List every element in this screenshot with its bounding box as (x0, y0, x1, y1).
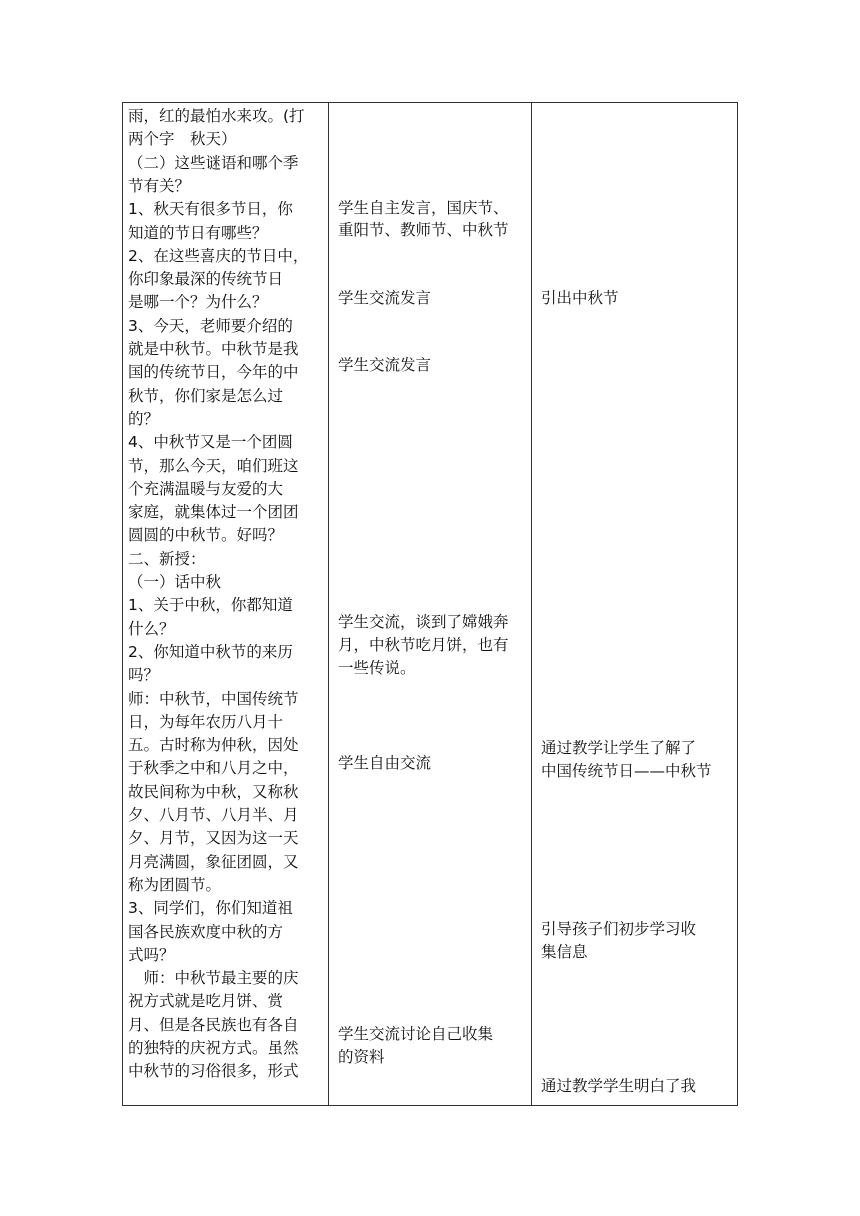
student-text-line: 学生自由交流 (338, 754, 432, 772)
intent-text-line: 中国传统节日——中秋节 (541, 762, 712, 780)
teacher-text-line: 4、中秋节又是一个团圆 (128, 433, 293, 452)
teacher-text-line: 雨，红的最怕水来攻。(打 (128, 107, 305, 125)
teacher-text-line: 吗？ (128, 666, 160, 685)
teacher-text-line: 于秋季之中和八月之中， (128, 759, 299, 778)
student-text-line: 的资料 (338, 1048, 385, 1066)
teacher-text-line: 2、在这些喜庆的节日中， (128, 246, 309, 265)
teacher-text-line: 秋节，你们家是怎么过 (128, 386, 284, 405)
teacher-text-line: 月、但是各民族也有各自 (128, 1015, 299, 1034)
student-text-line: 学生交流讨论自己收集 (338, 1025, 494, 1043)
teacher-text-line: 的独特的庆祝方式。虽然 (128, 1039, 299, 1057)
teacher-text-line: 节，那么今天，咱们班这 (128, 456, 299, 475)
teacher-text-line: 国各民族欢度中秋的方 (128, 922, 284, 941)
teacher-text-line: （一）话中秋 (128, 573, 222, 591)
teacher-text-line: 故民间称为中秋，又称秋 (128, 782, 299, 801)
intent-text-line: 引导孩子们初步学习收 (541, 920, 697, 938)
teacher-text-line: 3、今天，老师要介绍的 (128, 316, 293, 335)
teacher-text-line: 节有关？ (128, 176, 191, 195)
student-text-line: 重阳节、教师节、中秋节 (338, 221, 509, 239)
teacher-text-line: 两个字 秋天） (128, 130, 237, 149)
teacher-text-line: 师：中秋节，中国传统节 (128, 689, 299, 708)
student-text-line: 月，中秋节吃月饼，也有 (338, 636, 509, 654)
teacher-text-line: 什么？ (128, 619, 175, 638)
column-divider-2 (531, 103, 532, 1105)
teacher-text-line: 圆圆的中秋节。好吗？ (128, 526, 284, 545)
teacher-text-line: 家庭，就集体过一个团团 (128, 503, 299, 522)
teacher-text-line: 国的传统节日，今年的中 (128, 363, 299, 382)
student-text-line: 学生交流发言 (338, 356, 432, 374)
teacher-text-line: 知道的节日有哪些？ (128, 223, 268, 242)
teacher-text-line: 的？ (128, 409, 160, 428)
intent-text-line: 通过教学学生明白了我 (541, 1077, 697, 1095)
intent-text-line: 通过教学让学生了解了 (541, 739, 697, 757)
teacher-text-line: 夕、八月节、八月半、月 (128, 806, 299, 824)
teacher-text-line: 五。古时称为仲秋，因处 (128, 736, 299, 755)
teacher-text-line: 个充满温暖与友爱的大 (128, 479, 284, 498)
teacher-text-line: 祝方式就是吃月饼、赏 (128, 992, 284, 1011)
teacher-text-line: 1、秋天有很多节日，你 (128, 200, 293, 219)
student-text-line: 一些传说。 (338, 659, 416, 677)
lesson-plan-table (122, 102, 738, 1106)
column-divider-1 (328, 103, 329, 1105)
student-text-line: 学生交流，谈到了嫦娥奔 (338, 613, 509, 631)
intent-text-line: 引出中秋节 (541, 289, 619, 307)
teacher-text-line: 月亮满圆，象征团圆，又 (128, 852, 299, 871)
teacher-text-line: 称为团圆节。 (128, 875, 222, 894)
teacher-text-line: （二）这些谜语和哪个季 (128, 153, 299, 172)
teacher-text-line: 中秋节的习俗很多，形式 (128, 1062, 299, 1081)
teacher-text-line: 夕、月节，又因为这一天 (128, 829, 299, 848)
teacher-text-line: 师：中秋节最主要的庆 (128, 969, 299, 988)
student-text-line: 学生自主发言，国庆节、 (338, 199, 509, 217)
teacher-text-line: 式吗？ (128, 945, 175, 964)
teacher-text-line: 2、你知道中秋节的来历 (128, 642, 293, 661)
intent-text-line: 集信息 (541, 943, 588, 961)
teacher-text-line: 是哪一个？为什么？ (128, 293, 268, 312)
teacher-text-line: 1、关于中秋，你都知道 (128, 596, 293, 615)
teacher-text-line: 3、同学们，你们知道祖 (128, 899, 293, 918)
student-text-line: 学生交流发言 (338, 289, 432, 307)
teacher-text-line: 你印象最深的传统节日 (128, 270, 284, 289)
teacher-text-line: 二、新授： (128, 549, 206, 568)
teacher-text-line: 就是中秋节。中秋节是我 (128, 340, 299, 358)
teacher-text-line: 日，为每年农历八月十 (128, 712, 284, 731)
